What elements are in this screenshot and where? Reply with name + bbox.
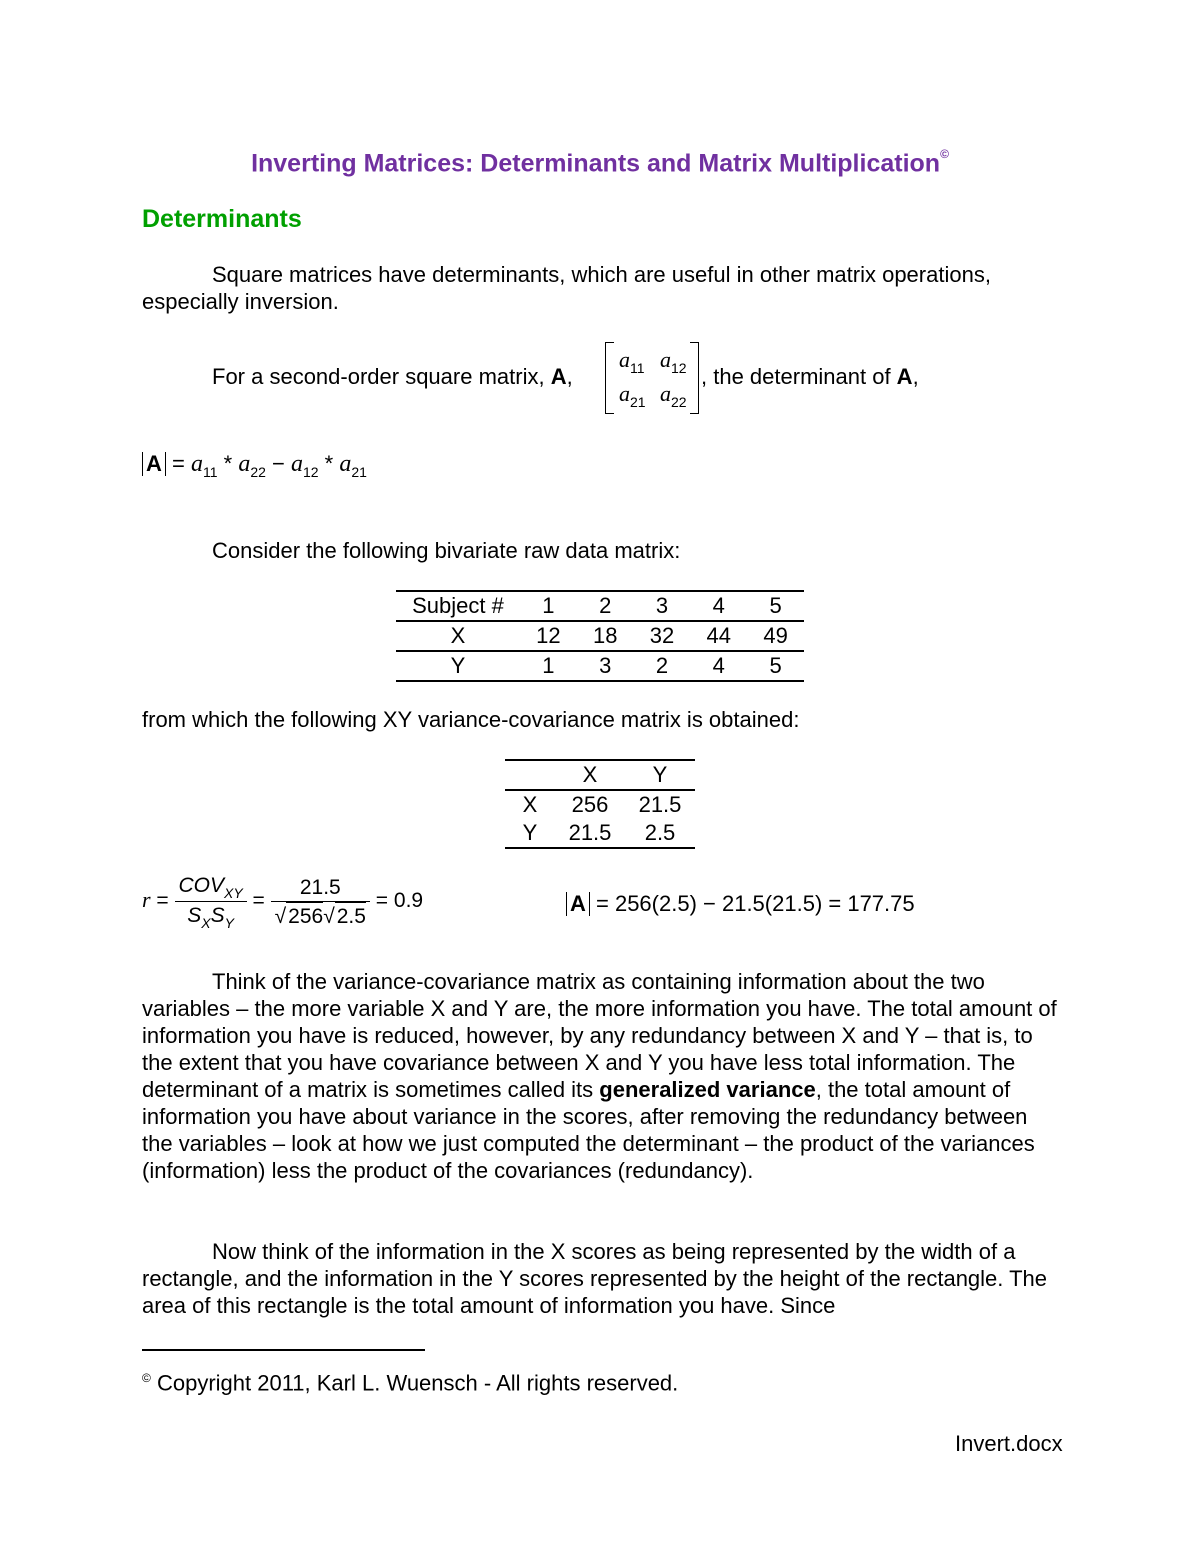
intro-paragraph: Square matrices have determinants, which are useful in other matrix operations, especially inversion. xyxy=(142,262,991,314)
raw-header-1: 1 xyxy=(542,593,555,618)
title-text: Inverting Matrices: Determinants and Matrix Multiplication xyxy=(251,149,941,178)
title-footnote-mark: © xyxy=(940,147,949,161)
matrix-label: A xyxy=(550,364,567,389)
from-which-text: from which the following XY variance-covariance matrix is obtained: xyxy=(142,707,800,732)
matrix-label-comma: , xyxy=(566,364,573,389)
cov-header-row xyxy=(505,760,695,790)
suffix-end: , xyxy=(912,364,919,389)
consider-text: Consider the following bivariate raw data matrix: xyxy=(212,538,681,563)
cov-matrix-table xyxy=(505,759,695,849)
correlation-formula: r = $\frac{COV_{XY}}{S_XS_Y}$ = $\frac{21.5}{√256√2.5}$ = 0.9 xyxy=(142,874,424,931)
cell-a11: $a_{11}$ xyxy=(619,347,645,376)
table-row: X 12 18 32 44 49 xyxy=(396,621,804,651)
cov-fraction: $\frac{COV_{XY}}{S_XS_Y}$ xyxy=(175,872,247,931)
raw-header-3: 3 xyxy=(655,593,669,618)
left-bracket xyxy=(605,342,614,414)
det-label: A xyxy=(142,452,166,476)
footnote-divider xyxy=(142,1349,425,1351)
footnote: © Copyright 2011, Karl L. Wuensch - All rights reserved. xyxy=(142,1370,679,1396)
table-row: Y 1 3 2 4 5 xyxy=(450,653,782,678)
cell-a21: $a_{21}$ xyxy=(619,381,646,410)
page-footer: Invert.docx xyxy=(955,1431,1063,1456)
cov-header-x: X xyxy=(582,762,598,787)
second-order-sentence xyxy=(212,363,573,390)
cov-header-y: Y xyxy=(652,762,668,787)
value-fraction: $\frac{21.5}{√256√2.5}$ xyxy=(271,874,370,930)
table-row: Y 21.5 2.5 xyxy=(522,820,676,845)
generalized-variance-term: generalized variance xyxy=(599,1077,816,1102)
raw-header-4: 4 xyxy=(712,593,725,618)
matrix-a xyxy=(605,342,699,414)
raw-table-header-row xyxy=(396,591,804,621)
section-heading: Determinants xyxy=(142,205,302,233)
suffix-label: A xyxy=(896,364,913,389)
raw-header-subject: Subject # xyxy=(412,593,504,618)
second-order-suffix xyxy=(701,363,919,390)
determinant-formula: $A = a_{11} * a_{22} - a_{12} * a_{21}$ xyxy=(142,450,367,480)
raw-data-table xyxy=(396,590,804,682)
cell-a12: $a_{12}$ xyxy=(660,347,687,376)
suffix-text: , the determinant of xyxy=(701,364,897,389)
determinant-calculation: A = 256(2.5) − 21.5(21.5) = 177.75 xyxy=(566,890,915,917)
page-title xyxy=(0,142,1200,179)
r-result: = 0.9 xyxy=(369,889,424,913)
table-row: X 256 21.5 xyxy=(522,792,682,817)
cell-a22: $a_{22}$ xyxy=(660,381,687,410)
raw-header-2: 2 xyxy=(599,593,612,618)
raw-header-5: 5 xyxy=(769,593,782,618)
right-bracket xyxy=(690,342,699,414)
second-order-prefix: For a second-order square matrix, xyxy=(212,364,551,389)
now-paragraph: Now think of the information in the X scores as being represented by the width of a rectangle, and the information in the Y scores represented by the height of the rectangle. The area of this rectangle is the total amount of information you have. Since xyxy=(142,1239,1048,1318)
think-paragraph: Think of the variance-covariance matrix as containing information about the two variables – the more variable X and Y are, the more information you have. The total amount of information you have is reduced, however, by any redundancy between X and Y – that is, to the extent that you have covariance between X and Y you have less total information. The determinant of a matrix is sometimes called its generalized variance, the total amount of information you have about variance in the scores, after removing the redundancy between the variables – look at how we just computed the determinant – the product of the variances (information) less the product of the covariances (redundancy). xyxy=(142,969,1057,1183)
